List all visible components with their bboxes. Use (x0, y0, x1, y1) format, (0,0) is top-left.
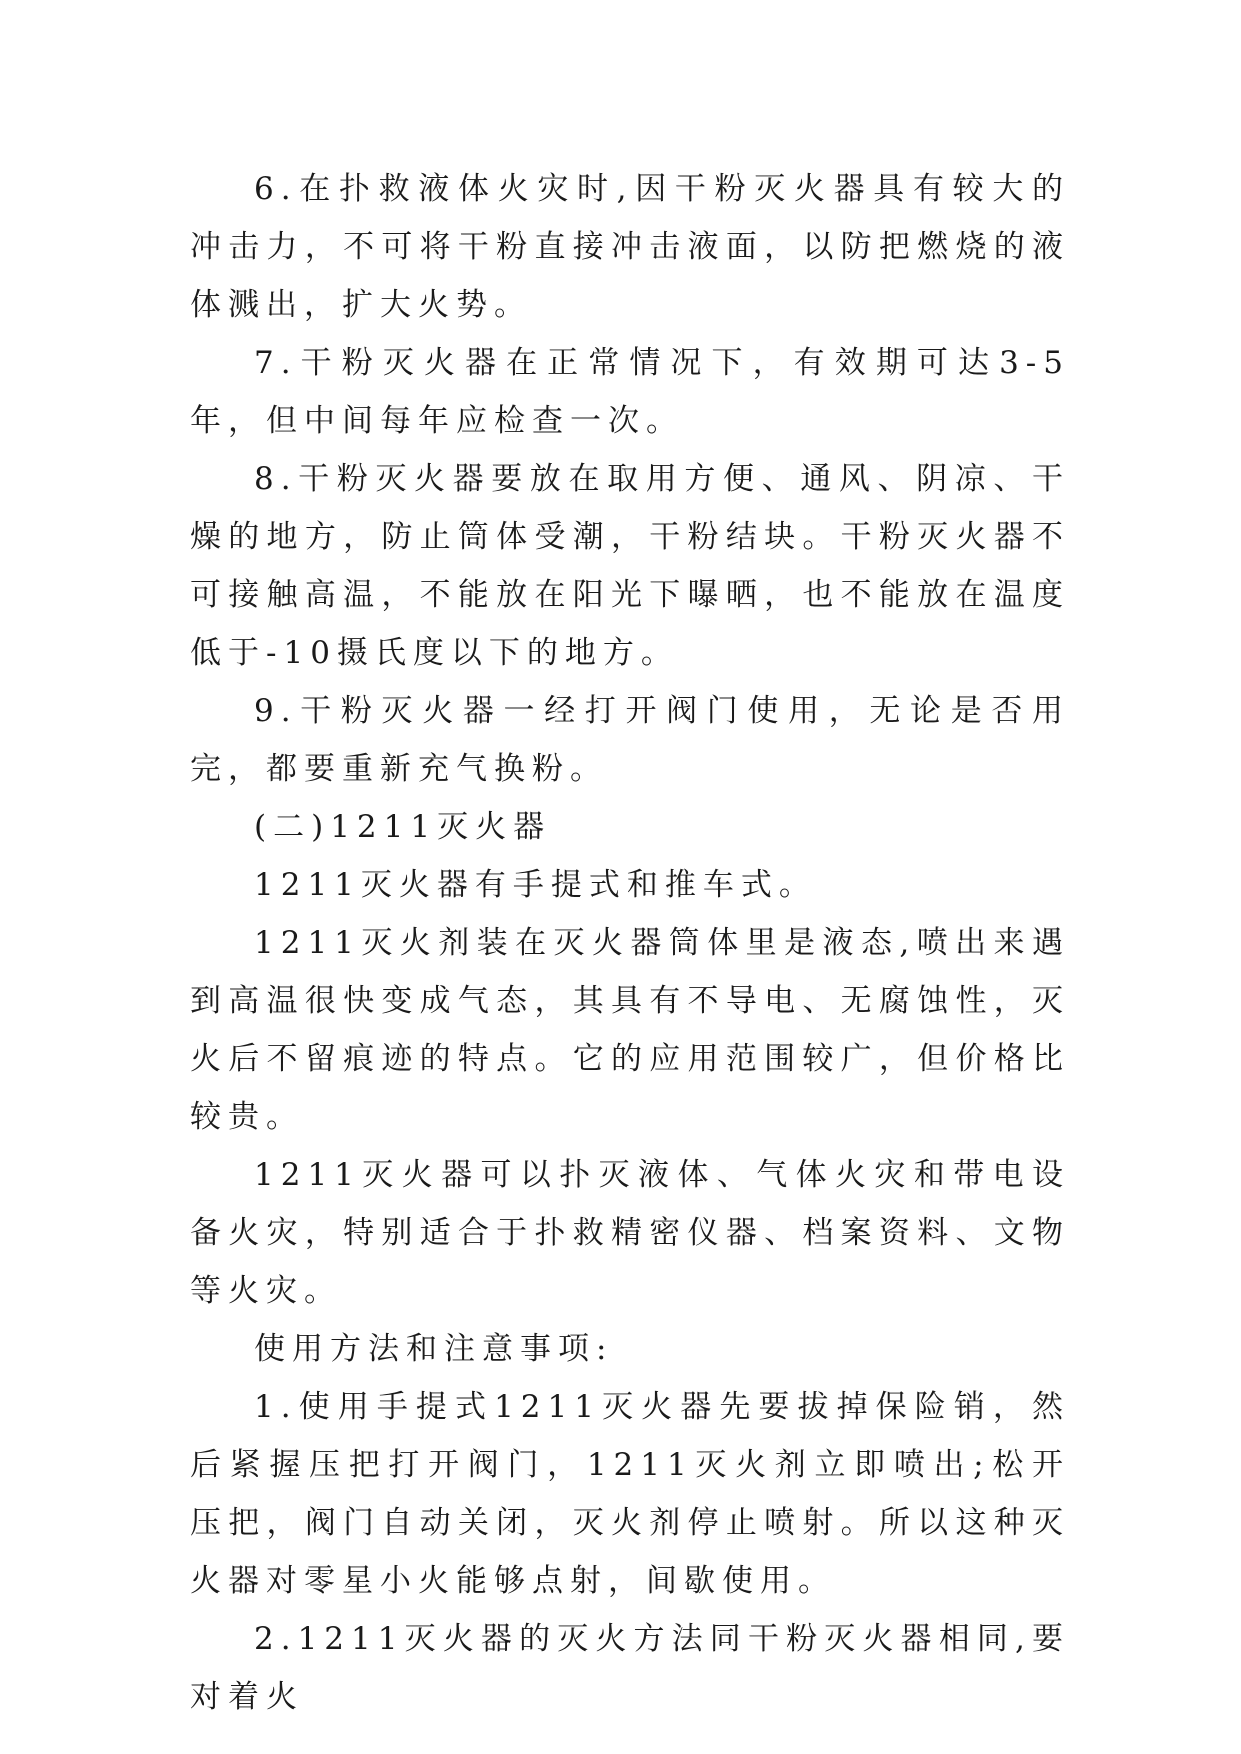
usage-item-2: 2.1211灭火器的灭火方法同干粉灭火器相同,要对着火 (190, 1621, 1070, 1715)
paragraph-item-6: 6.在扑救液体火灾时,因干粉灭火器具有较大的冲击力，不可将干粉直接冲击液面，以防把燃烧的液体溅出，扩大火势。 (190, 171, 1070, 323)
usage-heading: 使用方法和注意事项: (254, 1331, 614, 1367)
paragraph-item-7: 7.干粉灭火器在正常情况下，有效期可达3-5年，但中间每年应检查一次。 (190, 345, 1070, 439)
section-heading-1211: (二)1211灭火器 (254, 809, 552, 845)
usage-item-1: 1.使用手提式1211灭火器先要拔掉保险销，然后紧握压把打开阀门，1211灭火剂立即喷出;松开压把，阀门自动关闭，灭火剂停止喷射。所以这种灭火器对零星小火能够点射，间歇使用。 (190, 1389, 1070, 1599)
paragraph-item-9: 9.干粉灭火器一经打开阀门使用，无论是否用完，都要重新充气换粉。 (190, 693, 1070, 787)
paragraph-1211-scope: 1211灭火器可以扑灭液体、气体火灾和带电设备火灾，特别适合于扑救精密仪器、档案资料、文物等火灾。 (190, 1157, 1070, 1309)
paragraph-1211-agent: 1211灭火剂装在灭火器筒体里是液态,喷出来遇到高温很快变成气态，其具有不导电、无腐蚀性，灭火后不留痕迹的特点。它的应用范围较广，但价格比较贵。 (190, 925, 1070, 1135)
paragraph-item-8: 8.干粉灭火器要放在取用方便、通风、阴凉、干燥的地方，防止筒体受潮，干粉结块。干粉灭火器不可接触高温，不能放在阳光下曝晒，也不能放在温度低于-10摄氏度以下的地方。 (190, 461, 1070, 671)
paragraph-1211-types: 1211灭火器有手提式和推车式。 (254, 867, 817, 903)
document-body (190, 160, 1070, 1726)
